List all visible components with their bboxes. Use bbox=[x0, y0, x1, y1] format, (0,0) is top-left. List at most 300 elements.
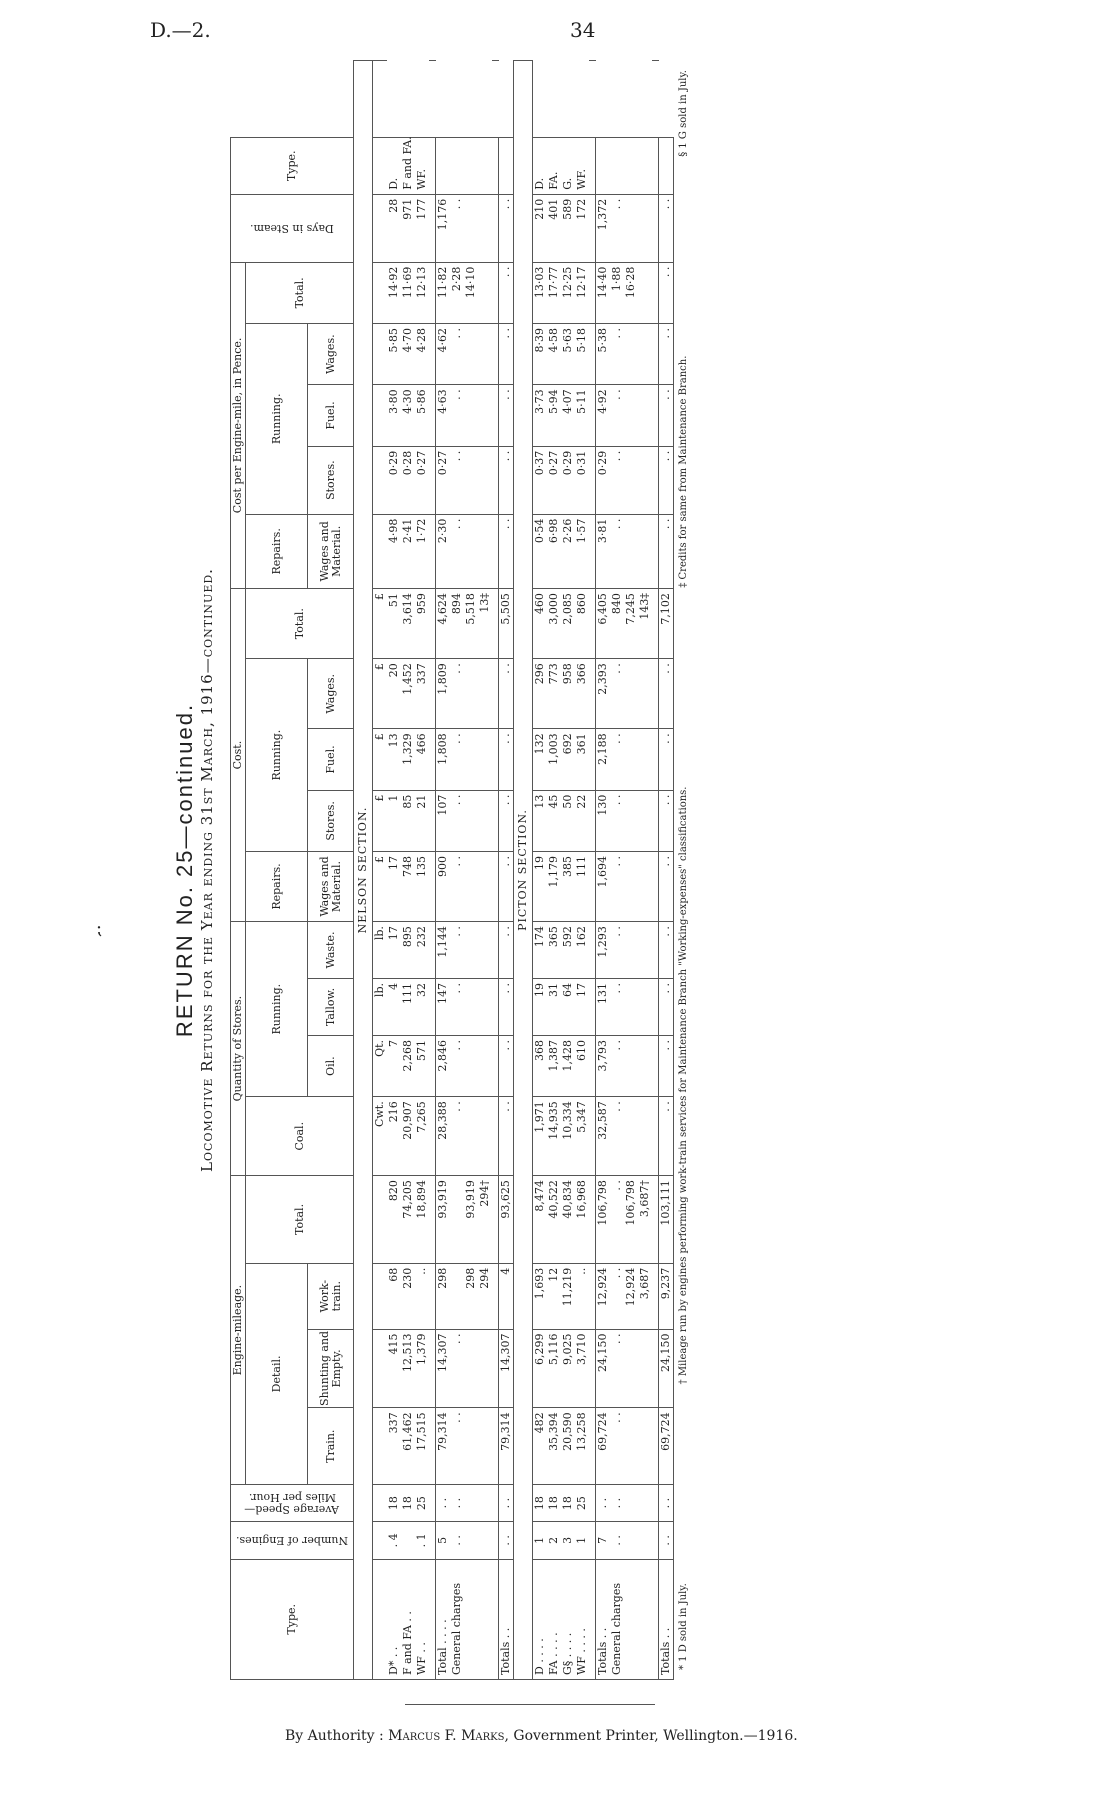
cell-p_stores bbox=[624, 446, 638, 514]
cell-waste: 232 bbox=[415, 922, 429, 979]
cell-p_rep: 6·98 bbox=[547, 514, 561, 588]
cell-p_fuel bbox=[638, 385, 652, 446]
cell-rtype bbox=[464, 137, 478, 194]
cell-type: WF . . . . bbox=[575, 1559, 589, 1679]
cell-n: . . bbox=[659, 1522, 674, 1559]
cell-days: 210 bbox=[533, 194, 548, 262]
cell-work: 12 bbox=[547, 1263, 561, 1329]
cell-ctotal: 7,102 bbox=[659, 589, 674, 659]
cell-stores: 50 bbox=[561, 790, 575, 851]
table-row bbox=[596, 61, 611, 1680]
cell-tallow: 147 bbox=[436, 979, 451, 1036]
cell-p_wages: . . bbox=[610, 324, 624, 385]
cell-p_fuel: 5·94 bbox=[547, 385, 561, 446]
cell-p_wages: 4·70 bbox=[401, 324, 415, 385]
cell-rep: 1,179 bbox=[547, 851, 561, 921]
cell-p_fuel: 3·73 bbox=[533, 385, 548, 446]
cell-total: 93,919 bbox=[436, 1176, 451, 1264]
cell-total: 93,919 bbox=[464, 1176, 478, 1264]
cell-fuel bbox=[638, 729, 652, 790]
cell-p_rep: 4·98 bbox=[387, 514, 401, 588]
cell-train: 69,724 bbox=[659, 1408, 674, 1485]
cell-speed: 18 bbox=[561, 1485, 575, 1522]
cell-rtype: D. bbox=[533, 137, 548, 194]
cell-p_total: 11·82 bbox=[436, 262, 451, 323]
cell-days: 172 bbox=[575, 194, 589, 262]
cell-p_wages: 4·28 bbox=[415, 324, 429, 385]
cell-p_total: 14·92 bbox=[387, 262, 401, 323]
cell-total: . . bbox=[610, 1176, 624, 1264]
cell-p_stores: 0·27 bbox=[547, 446, 561, 514]
cell-p_fuel: 5·86 bbox=[415, 385, 429, 446]
cell-p_rep: . . bbox=[610, 514, 624, 588]
cell-total: 3,687† bbox=[638, 1176, 652, 1264]
table-row bbox=[533, 61, 548, 1680]
col-pence-wages: Wages. bbox=[308, 324, 354, 385]
col-days-in-steam: Days in Steam. bbox=[231, 194, 354, 262]
cell-stores: 21 bbox=[415, 790, 429, 851]
cell-work: 1,693 bbox=[533, 1263, 548, 1329]
table-row bbox=[436, 61, 451, 1680]
group-quantity-stores: Quantity of Stores. bbox=[231, 922, 246, 1176]
units-row bbox=[373, 61, 388, 1680]
unit-cell bbox=[373, 1485, 388, 1522]
page-number: 34 bbox=[570, 18, 596, 42]
cell-waste: . . bbox=[499, 922, 514, 979]
cell-rep: 135 bbox=[415, 851, 429, 921]
cell-rep bbox=[478, 851, 492, 921]
unit-cell bbox=[373, 385, 388, 446]
cell-rtype bbox=[436, 137, 451, 194]
unit-cell bbox=[373, 1329, 388, 1408]
cell-shunt bbox=[624, 1329, 638, 1408]
cell-p_stores: 0·37 bbox=[533, 446, 548, 514]
cell-ctotal: 4,624 bbox=[436, 589, 451, 659]
cell-fuel: . . bbox=[499, 729, 514, 790]
spacer-cell bbox=[589, 61, 596, 138]
cell-speed: 18 bbox=[533, 1485, 548, 1522]
cell-train: 35,394 bbox=[547, 1408, 561, 1485]
cell-ctotal: 3,614 bbox=[401, 589, 415, 659]
cell-train bbox=[638, 1408, 652, 1485]
group-pence-repairs: Repairs. bbox=[246, 514, 308, 588]
table-row bbox=[575, 61, 589, 1680]
cell-ctotal: 51 bbox=[387, 589, 401, 659]
cell-shunt: 24,150 bbox=[659, 1329, 674, 1408]
cell-days: 1,372 bbox=[596, 194, 611, 262]
print-speck: ⁏ bbox=[96, 918, 103, 939]
col-tallow: Tallow. bbox=[308, 979, 354, 1036]
cell-p_rep bbox=[638, 514, 652, 588]
cell-p_stores: 0·31 bbox=[575, 446, 589, 514]
cell-p_wages: . . bbox=[450, 324, 464, 385]
cell-oil: 368 bbox=[533, 1035, 548, 1096]
cell-tallow bbox=[478, 979, 492, 1036]
cell-fuel: . . bbox=[450, 729, 464, 790]
cell-shunt bbox=[638, 1329, 652, 1408]
col-pence-fuel: Fuel. bbox=[308, 385, 354, 446]
cell-tallow: 64 bbox=[561, 979, 575, 1036]
cell-train: . . bbox=[610, 1408, 624, 1485]
cell-p_total bbox=[638, 262, 652, 323]
cell-fuel: 1,003 bbox=[547, 729, 561, 790]
cell-rep: . . bbox=[659, 851, 674, 921]
cell-rep bbox=[638, 851, 652, 921]
cell-rep bbox=[464, 851, 478, 921]
cell-wages: 366 bbox=[575, 659, 589, 729]
group-engine-mileage: Engine-mileage. bbox=[231, 1176, 246, 1485]
cell-waste: 174 bbox=[533, 922, 548, 979]
locomotive-returns-table bbox=[230, 60, 674, 1680]
cell-stores bbox=[638, 790, 652, 851]
cell-total: 40,834 bbox=[561, 1176, 575, 1264]
cell-train: 69,724 bbox=[596, 1408, 611, 1485]
cell-p_fuel bbox=[478, 385, 492, 446]
unit-cell bbox=[373, 1522, 388, 1559]
col-avg-speed: Average Speed—Miles per Hour. bbox=[231, 1485, 354, 1522]
cell-n bbox=[401, 1522, 415, 1559]
cell-p_stores bbox=[464, 446, 478, 514]
cell-stores: 45 bbox=[547, 790, 561, 851]
cell-days: 401 bbox=[547, 194, 561, 262]
cell-rtype bbox=[659, 137, 674, 194]
cell-p_total: 12·13 bbox=[415, 262, 429, 323]
spacer-cell bbox=[492, 61, 499, 138]
cell-rtype: WF. bbox=[415, 137, 429, 194]
authority-rule bbox=[405, 1704, 655, 1705]
table-row bbox=[478, 61, 492, 1680]
table-row bbox=[638, 61, 652, 1680]
cell-wages: 20 bbox=[387, 659, 401, 729]
cell-p_total: 13·03 bbox=[533, 262, 548, 323]
cell-type: General charges bbox=[610, 1559, 624, 1679]
cell-rtype: WF. bbox=[575, 137, 589, 194]
table-row bbox=[387, 61, 401, 1680]
cell-ctotal: 7,245 bbox=[624, 589, 638, 659]
unit-cell: lb. bbox=[373, 922, 388, 979]
cell-type: WF . . bbox=[415, 1559, 429, 1679]
footnote-3: ‡ Credits for same from Maintenance Branch. bbox=[678, 355, 689, 588]
cell-tallow: 131 bbox=[596, 979, 611, 1036]
cell-tallow: 31 bbox=[547, 979, 561, 1036]
col-shunting: Shunting and Empty. bbox=[308, 1329, 354, 1408]
footnote-2: † Mileage run by engines performing work-train services for Maintenance Branch "Working-expenses" classifications. bbox=[678, 786, 689, 1385]
cell-rep bbox=[624, 851, 638, 921]
cell-p_fuel: . . bbox=[499, 385, 514, 446]
cell-days bbox=[478, 194, 492, 262]
cell-oil: 7 bbox=[387, 1035, 401, 1096]
cell-type bbox=[624, 1559, 638, 1679]
cell-tallow: . . bbox=[499, 979, 514, 1036]
col-pence-stores: Stores. bbox=[308, 446, 354, 514]
printer-authority bbox=[285, 1728, 798, 1744]
table-row bbox=[464, 61, 478, 1680]
cell-speed bbox=[624, 1485, 638, 1522]
cell-tallow: . . bbox=[450, 979, 464, 1036]
cell-train: 79,314 bbox=[436, 1408, 451, 1485]
cell-p_stores: 0·29 bbox=[387, 446, 401, 514]
group-detail: Detail. bbox=[246, 1263, 308, 1484]
col-cost-stores: Stores. bbox=[308, 790, 354, 851]
cell-shunt: 9,025 bbox=[561, 1329, 575, 1408]
cell-p_rep: . . bbox=[659, 514, 674, 588]
cell-p_rep: 2·30 bbox=[436, 514, 451, 588]
return-title: RETURN No. 25—continued. bbox=[172, 702, 197, 1038]
cell-n: 1 bbox=[575, 1522, 589, 1559]
cell-type: F and FA . . bbox=[401, 1559, 415, 1679]
cell-stores: . . bbox=[450, 790, 464, 851]
unit-cell bbox=[373, 262, 388, 323]
cell-p_rep: 1·72 bbox=[415, 514, 429, 588]
cell-type: Totals . . bbox=[499, 1559, 514, 1679]
cell-p_rep: 2·41 bbox=[401, 514, 415, 588]
cell-wages bbox=[478, 659, 492, 729]
cell-stores: 85 bbox=[401, 790, 415, 851]
cell-p_rep bbox=[478, 514, 492, 588]
cell-stores bbox=[624, 790, 638, 851]
cell-work: 12,924 bbox=[596, 1263, 611, 1329]
cell-fuel: 2,188 bbox=[596, 729, 611, 790]
col-type-right: Type. bbox=[231, 137, 354, 194]
cell-oil: . . bbox=[610, 1035, 624, 1096]
cell-rtype bbox=[450, 137, 464, 194]
col-work-train: Work-train. bbox=[308, 1263, 354, 1329]
table-body bbox=[354, 61, 674, 1680]
cell-days: . . bbox=[499, 194, 514, 262]
unit-cell: £ bbox=[373, 659, 388, 729]
cell-fuel bbox=[624, 729, 638, 790]
cell-train: 61,462 bbox=[401, 1408, 415, 1485]
cell-n bbox=[638, 1522, 652, 1559]
cell-tallow: 19 bbox=[533, 979, 548, 1036]
unit-cell bbox=[373, 1263, 388, 1329]
cell-tallow bbox=[638, 979, 652, 1036]
cell-type: D . . . . bbox=[533, 1559, 548, 1679]
cell-tallow: . . bbox=[610, 979, 624, 1036]
cell-waste bbox=[638, 922, 652, 979]
cell-work: 298 bbox=[436, 1263, 451, 1329]
cell-oil: 571 bbox=[415, 1035, 429, 1096]
cell-days: 589 bbox=[561, 194, 575, 262]
cell-coal: 14,935 bbox=[547, 1097, 561, 1176]
cell-wages: . . bbox=[610, 659, 624, 729]
cell-p_rep: . . bbox=[450, 514, 464, 588]
cell-fuel: . . bbox=[610, 729, 624, 790]
cell-wages: . . bbox=[659, 659, 674, 729]
cell-wages: 1,809 bbox=[436, 659, 451, 729]
cell-speed: . . bbox=[436, 1485, 451, 1522]
cell-fuel: 13 bbox=[387, 729, 401, 790]
cell-rep: . . bbox=[610, 851, 624, 921]
cell-oil bbox=[464, 1035, 478, 1096]
group-cost-repairs: Repairs. bbox=[246, 851, 308, 921]
cell-coal: 7,265 bbox=[415, 1097, 429, 1176]
table-row bbox=[450, 61, 464, 1680]
cell-p_stores: . . bbox=[659, 446, 674, 514]
unit-cell: lb. bbox=[373, 979, 388, 1036]
cell-days: . . bbox=[450, 194, 464, 262]
col-cost-fuel: Fuel. bbox=[308, 729, 354, 790]
cell-train: 482 bbox=[533, 1408, 548, 1485]
cell-p_total: 12·25 bbox=[561, 262, 575, 323]
cell-speed: . . bbox=[596, 1485, 611, 1522]
unit-cell bbox=[373, 514, 388, 588]
unit-cell bbox=[373, 1408, 388, 1485]
cell-waste: 162 bbox=[575, 922, 589, 979]
cell-total: 106,798 bbox=[624, 1176, 638, 1264]
cell-ctotal: 6,405 bbox=[596, 589, 611, 659]
cell-wages: 337 bbox=[415, 659, 429, 729]
col-num-engines: Number of Engines. bbox=[231, 1522, 354, 1559]
cell-work: 3,687 bbox=[638, 1263, 652, 1329]
cell-oil bbox=[478, 1035, 492, 1096]
section-heading bbox=[514, 61, 533, 1680]
cell-p_total: 2·28 bbox=[450, 262, 464, 323]
cell-total: 820 bbox=[387, 1176, 401, 1264]
cell-wages: . . bbox=[499, 659, 514, 729]
cell-shunt: 5,116 bbox=[547, 1329, 561, 1408]
cell-type: Total . . . . bbox=[436, 1559, 451, 1679]
cell-oil: . . bbox=[659, 1035, 674, 1096]
cell-wages: 296 bbox=[533, 659, 548, 729]
unit-cell bbox=[373, 446, 388, 514]
cell-p_wages: 4·58 bbox=[547, 324, 561, 385]
cell-p_stores bbox=[638, 446, 652, 514]
cell-rtype bbox=[478, 137, 492, 194]
authority-suffix: , Government Printer, Wellington.—1916. bbox=[504, 1728, 798, 1744]
cell-n: 5 bbox=[436, 1522, 451, 1559]
cell-n: 2 bbox=[547, 1522, 561, 1559]
col-type: Type. bbox=[231, 1559, 354, 1679]
cell-work: 230 bbox=[401, 1263, 415, 1329]
cell-speed: 25 bbox=[575, 1485, 589, 1522]
cell-coal: . . bbox=[499, 1097, 514, 1176]
cell-wages: . . bbox=[450, 659, 464, 729]
cell-p_rep: 2·26 bbox=[561, 514, 575, 588]
col-cost-repairs-wm: Wages and Material. bbox=[308, 851, 354, 921]
cell-type: G§ . . . . bbox=[561, 1559, 575, 1679]
cell-rtype bbox=[638, 137, 652, 194]
section-title: NELSON SECTION. bbox=[354, 61, 373, 1680]
table-row bbox=[610, 61, 624, 1680]
cell-p_total: 12·17 bbox=[575, 262, 589, 323]
cell-shunt: 24,150 bbox=[596, 1329, 611, 1408]
cell-oil: . . bbox=[499, 1035, 514, 1096]
cell-fuel: 692 bbox=[561, 729, 575, 790]
cell-n: 3 bbox=[561, 1522, 575, 1559]
spacer-cell bbox=[429, 61, 436, 138]
cell-work: 11,219 bbox=[561, 1263, 575, 1329]
cell-p_fuel: . . bbox=[659, 385, 674, 446]
cell-coal: . . bbox=[659, 1097, 674, 1176]
cell-wages: 1,452 bbox=[401, 659, 415, 729]
cell-rtype bbox=[499, 137, 514, 194]
cell-total: 74,205 bbox=[401, 1176, 415, 1264]
cell-p_wages bbox=[638, 324, 652, 385]
cell-p_fuel: 3·80 bbox=[387, 385, 401, 446]
cell-oil: 1,428 bbox=[561, 1035, 575, 1096]
col-waste: Waste. bbox=[308, 922, 354, 979]
col-coal: Coal. bbox=[246, 1097, 354, 1176]
cell-train: . . bbox=[450, 1408, 464, 1485]
cell-work: 4 bbox=[499, 1263, 514, 1329]
cell-waste: 1,144 bbox=[436, 922, 451, 979]
cell-ctotal: 894 bbox=[450, 589, 464, 659]
cell-stores: 13 bbox=[533, 790, 548, 851]
cell-tallow bbox=[624, 979, 638, 1036]
cell-waste: . . bbox=[450, 922, 464, 979]
cell-shunt: 3,710 bbox=[575, 1329, 589, 1408]
spacer-cell bbox=[652, 61, 659, 138]
cell-speed: 18 bbox=[401, 1485, 415, 1522]
cell-oil bbox=[638, 1035, 652, 1096]
cell-p_stores: . . bbox=[450, 446, 464, 514]
cell-waste: 1,293 bbox=[596, 922, 611, 979]
cell-fuel: . . bbox=[659, 729, 674, 790]
cell-p_total: . . bbox=[659, 262, 674, 323]
cell-rep: 385 bbox=[561, 851, 575, 921]
cell-waste bbox=[478, 922, 492, 979]
section-heading bbox=[354, 61, 373, 1680]
table-row bbox=[499, 61, 514, 1680]
cell-waste bbox=[624, 922, 638, 979]
cell-train: 337 bbox=[387, 1408, 401, 1485]
cell-wages bbox=[638, 659, 652, 729]
cell-p_total: . . bbox=[499, 262, 514, 323]
cell-days: . . bbox=[610, 194, 624, 262]
cell-n: 7 bbox=[596, 1522, 611, 1559]
cell-work: .. bbox=[575, 1263, 589, 1329]
cell-waste bbox=[464, 922, 478, 979]
cell-p_rep: 0·54 bbox=[533, 514, 548, 588]
cell-p_rep bbox=[624, 514, 638, 588]
cell-p_stores: 0·27 bbox=[415, 446, 429, 514]
cell-shunt: 415 bbox=[387, 1329, 401, 1408]
cell-ctotal: 3,000 bbox=[547, 589, 561, 659]
cell-train: 79,314 bbox=[499, 1408, 514, 1485]
cell-p_total bbox=[478, 262, 492, 323]
unit-cell bbox=[373, 61, 388, 138]
cell-type: Totals . . bbox=[596, 1559, 611, 1679]
cell-ctotal: 5,518 bbox=[464, 589, 478, 659]
cell-stores: . . bbox=[499, 790, 514, 851]
cell-type bbox=[638, 1559, 652, 1679]
cell-wages: 958 bbox=[561, 659, 575, 729]
cell-days: . . bbox=[659, 194, 674, 262]
cell-oil: 3,793 bbox=[596, 1035, 611, 1096]
cell-coal bbox=[638, 1097, 652, 1176]
cell-rtype bbox=[610, 137, 624, 194]
cell-p_fuel bbox=[464, 385, 478, 446]
cell-waste: . . bbox=[610, 922, 624, 979]
cell-p_stores bbox=[478, 446, 492, 514]
cell-stores bbox=[464, 790, 478, 851]
cell-waste: 17 bbox=[387, 922, 401, 979]
cell-coal bbox=[624, 1097, 638, 1176]
cell-p_total: 17·77 bbox=[547, 262, 561, 323]
cell-ctotal: 5,505 bbox=[499, 589, 514, 659]
cell-shunt: . . bbox=[450, 1329, 464, 1408]
cell-tallow bbox=[464, 979, 478, 1036]
col-pence-total: Total. bbox=[246, 262, 354, 323]
cell-tallow: 111 bbox=[401, 979, 415, 1036]
cell-fuel: 1,808 bbox=[436, 729, 451, 790]
cell-speed bbox=[478, 1485, 492, 1522]
cell-ctotal: 13‡ bbox=[478, 589, 492, 659]
cell-coal bbox=[478, 1097, 492, 1176]
cell-speed: 18 bbox=[387, 1485, 401, 1522]
cell-oil bbox=[624, 1035, 638, 1096]
